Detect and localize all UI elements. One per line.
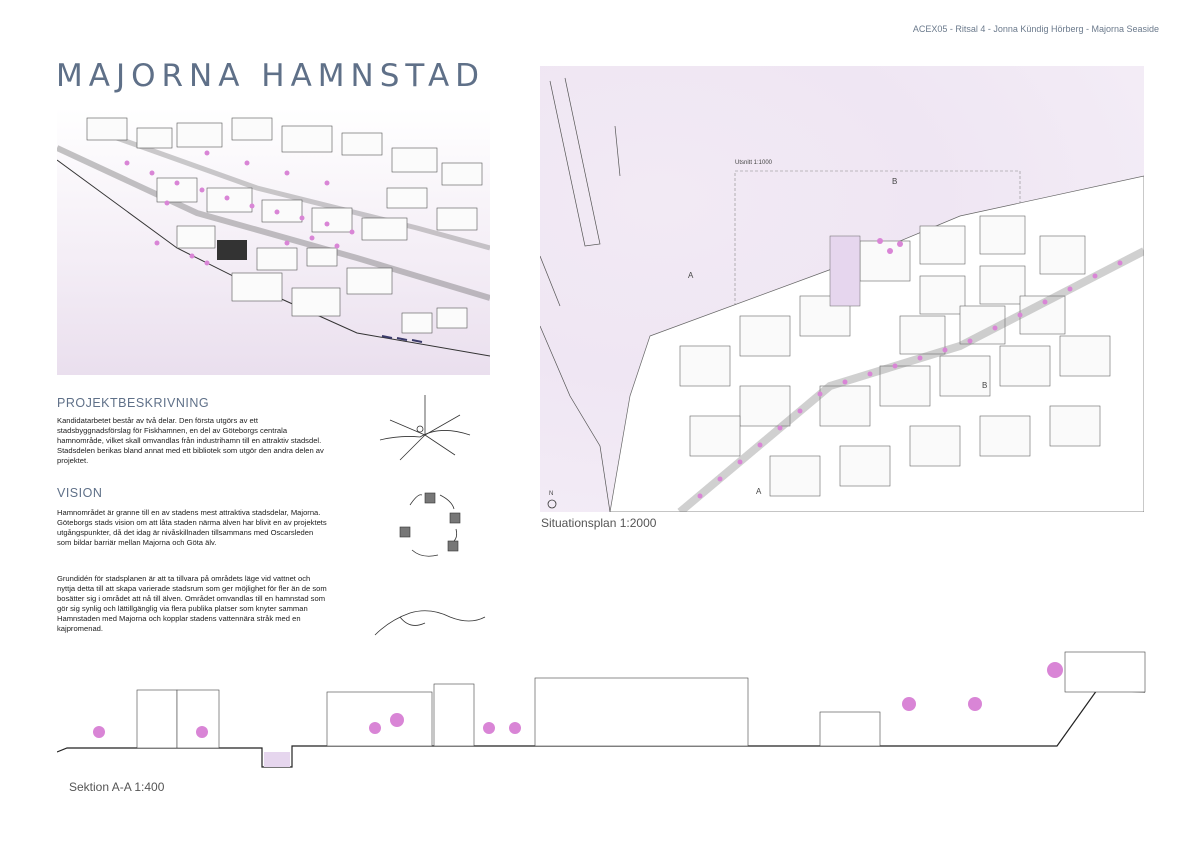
isometric-drawing: [57, 108, 490, 375]
vision-heading: VISION: [57, 486, 103, 500]
section-mark-b-bottom: B: [982, 381, 988, 390]
concept-sketches: [370, 395, 490, 650]
north-label: N: [549, 491, 554, 497]
section-mark-a-bottom: A: [756, 487, 762, 496]
section-mark-b-top: B: [892, 177, 898, 186]
section-mark-a-top: A: [688, 271, 694, 280]
site-plan-drawing: [540, 66, 1144, 512]
projekt-text: Kandidatarbetet består av två delar. Den första utgörs av ett stadsbyggnadsförslag för Fiskhamnen, en del av Göteborgs centrala hamnområde, vilket skall omvandlas från industrihamn till en attraktiv stadsdel. Stadsdelen berikas bland annat med ett bibliotek som utgör den andra delen av projektet.: [57, 416, 324, 465]
site-plan-caption: Situationsplan 1:2000: [541, 516, 657, 530]
header-credit: ACEX05 - Ritsal 4 - Jonna Kündig Hörberg - Majorna Seaside: [912, 24, 1159, 34]
section-caption: Sektion A-A 1:400: [69, 780, 165, 794]
vision-text-1: Hamnområdet är granne till en av stadens mest attraktiva stadsdelar, Majorna. Göteborgs stads vision om att låta staden närma älven har blivit en av projektets utgångspunkter, då det idag är nivåskillnaden tillsammans med Oscarsleden som bildar barriär mellan Majorna och Göta älv.: [57, 508, 327, 547]
page-title: MAJORNA HAMNSTAD: [56, 58, 486, 94]
section-drawing: [57, 640, 1147, 780]
north-arrow-icon: [548, 500, 556, 508]
site-plan: [540, 66, 1144, 512]
isometric-view: [57, 108, 490, 375]
utsnitt-label: Utsnitt 1:1000: [735, 160, 773, 166]
vision-text-2: Grundidén för stadsplanen är att ta tillvara på områdets läge vid vattnet och nyttja detta till att skapa varierade stadsrum som ger möjlighet för fler än de som bosätter sig i området att nå till älven. Området omvandlas till en hamnstad som gör sig synlig och lättillgänglig via flera publika platser som knyter samman Hamnstaden med Majorna och kopplar stadens vattennära stråk med en kajpromenad.: [57, 574, 327, 633]
projekt-heading: PROJEKTBESKRIVNING: [57, 396, 210, 410]
